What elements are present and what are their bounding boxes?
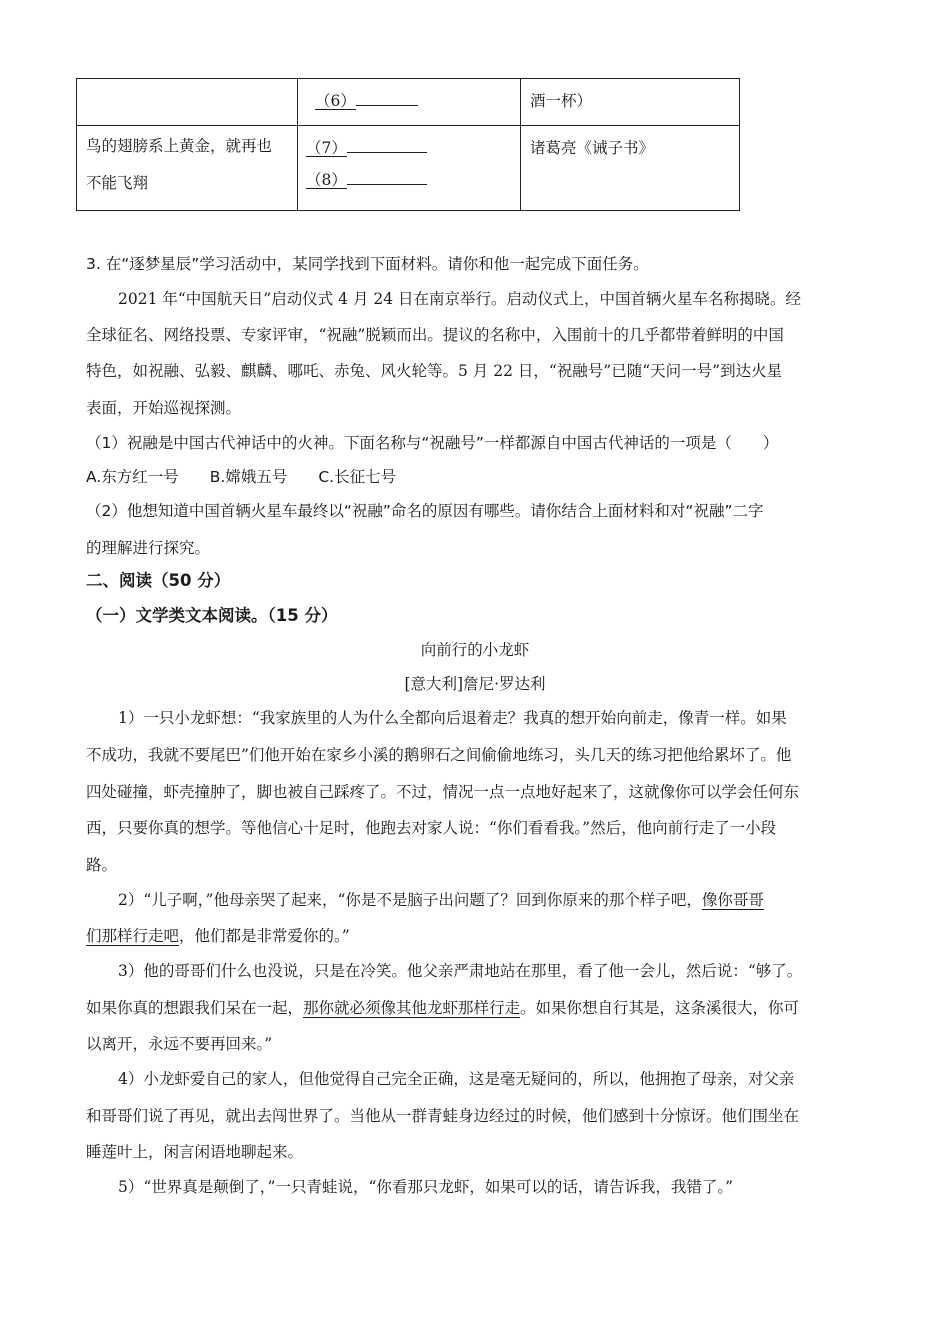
paragraph-line: 睡莲叶上，闲言闲语地聊起来。 bbox=[86, 1143, 304, 1161]
blank-label: （6） bbox=[315, 92, 356, 110]
material-line: 2021 年“中国航天日”启动仪式 4 月 24 日在南京举行。启动仪式上，中国首辆火星车名称揭晓。经 bbox=[118, 290, 802, 308]
text-span: 如果你真的想跟我们呆在一起， bbox=[86, 999, 304, 1017]
underlined-phrase: 那你就必须像其他龙虾那样行走 bbox=[303, 999, 521, 1017]
underlined-phrase: 像你哥哥 bbox=[701, 891, 764, 909]
text-span: ，他们都是非常爱你的。” bbox=[179, 927, 350, 945]
article-title: 向前行的小龙虾 bbox=[420, 641, 530, 659]
sub-question-1: （1）祝融是中国古代神话中的火神。下面名称与“祝融号”一样都源自中国古代神话的一项是（ ） bbox=[86, 434, 779, 452]
table-cell bbox=[521, 79, 740, 126]
material-line: 全球征名、网络投票、专家评审，“祝融”脱颖而出。提议的名称中，入围前十的几乎都带着鲜明的中国 bbox=[86, 326, 784, 344]
table-cell bbox=[77, 79, 298, 126]
question-3-stem: 3. 在“逐梦星辰”学习活动中，某同学找到下面材料。请你和他一起完成下面任务。 bbox=[86, 255, 649, 273]
paragraph-line: 四处碰撞，虾壳撞肿了，脚也被自己踩疼了。不过，情况一点一点地好起来了，这就像你可以学会任何东 bbox=[86, 783, 800, 801]
material-line: 特色，如祝融、弘毅、麒麟、哪吒、赤兔、风火轮等。5 月 22 日，“祝融号”已随“天问一号”到达火星 bbox=[86, 362, 783, 380]
paragraph-line bbox=[86, 998, 866, 1018]
table-cell bbox=[298, 79, 521, 126]
paragraph-line: 路。 bbox=[86, 856, 118, 874]
table-cell bbox=[521, 126, 740, 211]
paragraph-line: 和哥哥们说了再见，就出去闯世界了。当他从一群青蛙身边经过的时候，他们感到十分惊讶。他们围坐在 bbox=[86, 1107, 800, 1125]
sub-section-heading: （一）文学类文本阅读。（15 分） bbox=[86, 606, 338, 625]
blank-label: （8） bbox=[306, 171, 347, 189]
blank-6[interactable] bbox=[307, 90, 418, 112]
underlined-phrase: 们那样行走吧 bbox=[86, 927, 180, 945]
sub-question-2-cont: 的理解进行探究。 bbox=[86, 539, 211, 557]
paragraph-line bbox=[118, 890, 898, 910]
quote-line: 不能飞翔 bbox=[86, 174, 149, 192]
text-span: 2）“儿子啊，”他母亲哭了起来，“你是不是脑子出问题了？回到你原来的那个样子吧， bbox=[118, 891, 702, 909]
paragraph-line: 1）一只小龙虾想：“我家族里的人为什么全都向后退着走？我真的想开始向前走，像青一样。如果 bbox=[118, 709, 787, 727]
quote-line: 鸟的翅膀系上黄金，就再也 bbox=[86, 137, 273, 155]
poetry-fill-table bbox=[76, 78, 740, 211]
paragraph-line: 4）小龙虾爱自己的家人，但他觉得自己完全正确，这是毫无疑问的，所以，他拥抱了母亲，对父亲 bbox=[118, 1070, 795, 1088]
paragraph-line: 3）他的哥哥们什么也没说，只是在冷笑。他父亲严肃地站在那里，看了他一会儿，然后说：“够了。 bbox=[118, 962, 803, 980]
blank-7[interactable] bbox=[298, 132, 520, 164]
blank-8[interactable] bbox=[298, 164, 520, 196]
blank-label: （7） bbox=[306, 139, 347, 157]
table-row bbox=[77, 126, 740, 211]
source-text: 诸葛亮《诫子书》 bbox=[530, 139, 655, 157]
article-author: [意大利]詹尼·罗达利 bbox=[404, 675, 546, 693]
paragraph-line: 不成功，我就不要尾巴”们他开始在家乡小溪的鹅卵石之间偷偷地练习，头几天的练习把他给累坏了。他 bbox=[86, 746, 792, 764]
table-row bbox=[77, 79, 740, 126]
table-cell bbox=[77, 126, 298, 211]
material-line: 表面，开始巡视探测。 bbox=[86, 399, 242, 417]
answer-options: A.东方红一号 B.嫦娥五号 C.长征七号 bbox=[86, 468, 397, 486]
table-cell bbox=[298, 126, 521, 211]
source-text: 酒一杯） bbox=[530, 92, 593, 110]
sub-question-2: （2）他想知道中国首辆火星车最终以“祝融”命名的原因有哪些。请你结合上面材料和对“祝融”二字 bbox=[86, 502, 764, 520]
text-span: 。如果你想自行其是，这条溪很大，你可 bbox=[520, 999, 800, 1017]
paragraph-line: 西，只要你真的想学。等他信心十足时，他跑去对家人说：“你们看看我。”然后，他向前行走了一小段 bbox=[86, 819, 777, 837]
paragraph-line: 5）“世界真是颠倒了，”一只青蛙说，“你看那只龙虾，如果可以的话，请告诉我，我错了。” bbox=[118, 1178, 734, 1196]
paragraph-line: 以离开，永远不要再回来。” bbox=[86, 1035, 273, 1053]
section-heading: 二、阅读（50 分） bbox=[86, 571, 231, 590]
paragraph-line bbox=[86, 926, 866, 946]
